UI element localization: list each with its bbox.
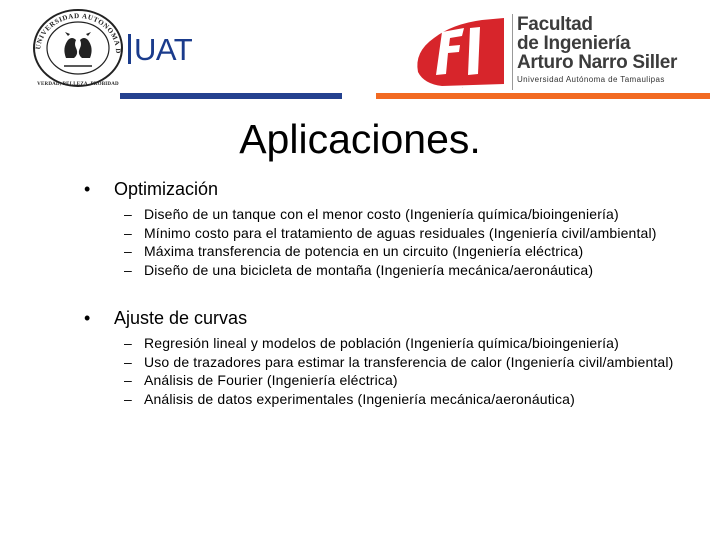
- header-orange-rule: [376, 93, 710, 99]
- sub-item-text: Análisis de datos experimentales (Ingeniería mecánica/aeronáutica): [144, 390, 575, 407]
- uat-wordmark: [128, 30, 192, 68]
- bullet-heading: Optimización: [114, 179, 219, 199]
- fi-letters: FI: [462, 88, 463, 89]
- sub-item-text: Análisis de Fourier (Ingeniería eléctrica): [144, 372, 398, 388]
- faculty-divider: [512, 14, 513, 90]
- faculty-block: [512, 14, 712, 92]
- sub-item: [124, 242, 694, 261]
- section-ajuste-de-curvas: [84, 305, 694, 408]
- sub-item: [124, 371, 694, 390]
- sub-item-text: Uso de trazadores para estimar la transferencia de calor (Ingeniería civil/ambiental): [144, 353, 674, 370]
- header-blue-rule: [120, 93, 342, 99]
- dash-icon: –: [124, 372, 132, 388]
- uat-bar-mark: [128, 34, 131, 64]
- sub-item-text: Regresión lineal y modelos de población (Ingeniería química/bioingeniería): [144, 335, 619, 351]
- sub-list: [124, 334, 694, 408]
- svg-text:UNIVERSIDAD AUTONOMA DE TAMAUL: [30, 8, 122, 54]
- bullet-heading: Ajuste de curvas: [114, 308, 248, 328]
- dash-icon: –: [124, 353, 132, 370]
- university-name: Universidad Autónoma de Tamaulipas: [517, 75, 665, 84]
- faculty-line-1: Facultad: [517, 14, 593, 35]
- slide-title: Aplicaciones.: [239, 116, 481, 162]
- dash-icon: –: [124, 261, 132, 278]
- bullet-icon: •: [84, 308, 91, 328]
- seal-motto: VERDAD, BELLEZA, PROBIDAD: [37, 82, 119, 87]
- sub-item-text: Diseño de un tanque con el menor costo (Ingeniería química/bioingeniería): [144, 206, 619, 222]
- slide-header: [0, 0, 720, 100]
- sub-item: [124, 224, 694, 243]
- sub-item: [124, 353, 694, 372]
- sub-item: [124, 205, 694, 224]
- dash-icon: –: [124, 243, 132, 259]
- seal-ring-text: UNIVERSIDAD AUTONOMA D: [34, 11, 123, 55]
- section-optimizacion: [84, 176, 694, 279]
- faculty-line-3: Arturo Narro Siller: [517, 52, 678, 73]
- sub-item: [124, 334, 694, 353]
- uat-text: UAT: [134, 31, 193, 67]
- sub-item: [124, 261, 694, 280]
- sub-item: [124, 390, 694, 409]
- bullet-item: [84, 176, 694, 202]
- bullet-icon: •: [84, 179, 91, 199]
- sub-list: [124, 205, 694, 279]
- fi-logo: [412, 12, 512, 90]
- dash-icon: –: [124, 224, 132, 241]
- dash-icon: –: [124, 206, 132, 222]
- slide-content: [84, 176, 694, 408]
- bullet-item: [84, 305, 694, 331]
- faculty-line-2: de Ingeniería: [517, 33, 631, 54]
- uat-seal-logo: [30, 8, 126, 92]
- sub-item-text: Mínimo costo para el tratamiento de aguas residuales (Ingeniería civil/ambiental): [144, 224, 657, 241]
- sub-item-text: Máxima transferencia de potencia en un circuito (Ingeniería eléctrica): [144, 243, 584, 259]
- dash-icon: –: [124, 335, 132, 351]
- dash-icon: –: [124, 390, 132, 407]
- sub-item-text: Diseño de una bicicleta de montaña (Ingeniería mecánica/aeronáutica): [144, 261, 594, 278]
